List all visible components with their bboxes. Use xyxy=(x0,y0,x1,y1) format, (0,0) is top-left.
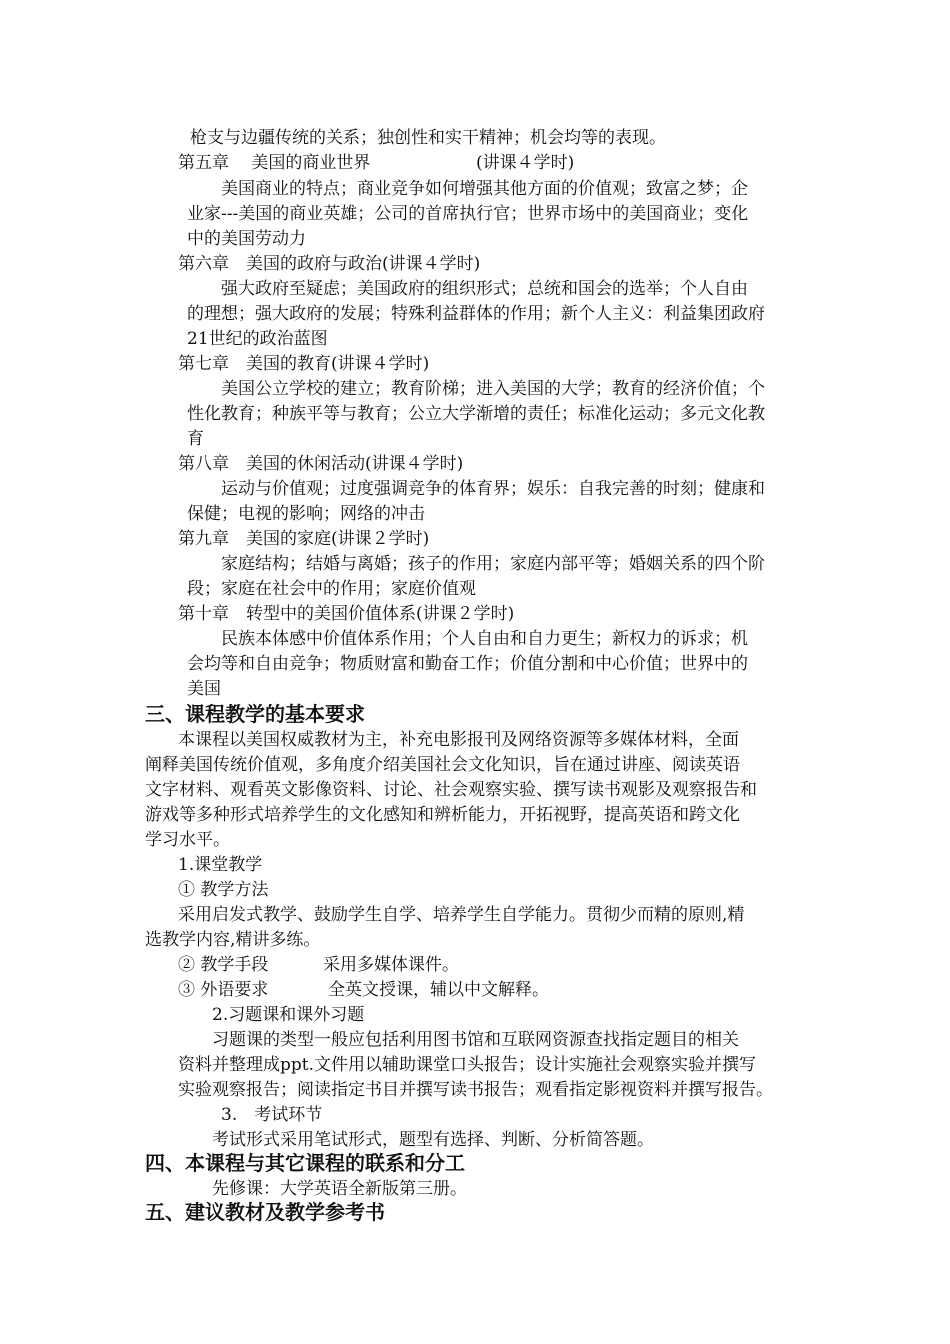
chapter7-body-line: 美国公立学校的建立；教育阶梯；进入美国的大学；教育的经济价值；个 xyxy=(221,379,765,399)
chapter10-title: 第十章 转型中的美国价值体系(讲课２学时) xyxy=(178,604,515,624)
chapter5-title: 第五章 美国的商业世界 xyxy=(178,153,371,173)
section3-intro-line: 阐释美国传统价值观，多角度介绍美国社会文化知识，旨在通过讲座、阅读英语 xyxy=(145,755,740,775)
item2-body-line: 习题课的类型一般应包括利用图书馆和互联网资源查找指定题目的相关 xyxy=(212,1030,739,1050)
section3-intro-line: 学习水平。 xyxy=(145,830,230,850)
chapter10-body-line: 民族本体感中价值体系作用；个人自由和自力更生；新权力的诉求；机 xyxy=(221,629,748,649)
chapter5-hours: (讲课４学时) xyxy=(476,153,575,173)
section3-heading: 三、课程教学的基本要求 xyxy=(145,702,365,726)
chapter6-title: 第六章 美国的政府与政治(讲课４学时) xyxy=(178,254,481,274)
item2-exercises: 2.习题课和课外习题 xyxy=(212,1005,365,1025)
chapter7-title: 第七章 美国的教育(讲课４学时) xyxy=(178,354,430,374)
chapter9-body-line: 家庭结构；结婚与离婚；孩子的作用；家庭内部平等；婚姻关系的四个阶 xyxy=(221,554,765,574)
chapter9-body-line: 段；家庭在社会中的作用；家庭价值观 xyxy=(187,579,476,599)
section3-intro-line: 游戏等多种形式培养学生的文化感知和辨析能力，开拓视野，提高英语和跨文化 xyxy=(145,805,740,825)
chapter4-tail: 枪支与边疆传统的关系；独创性和实干精神；机会均等的表现。 xyxy=(190,128,666,148)
chapter6-body-line: 的理想；强大政府的发展；特殊利益群体的作用；新个人主义：利益集团政府 xyxy=(187,304,765,324)
chapter10-body-line: 会均等和自由竞争；物质财富和勤奋工作；价值分割和中心价值；世界中的 xyxy=(187,654,748,674)
chapter5-body-line: 中的美国劳动力 xyxy=(187,229,306,249)
section5-heading: 五、建议教材及教学参考书 xyxy=(145,1200,385,1224)
method-body-line: 选教学内容,精讲多练。 xyxy=(145,930,321,950)
chapter9-title: 第九章 美国的家庭(讲课２学时) xyxy=(178,529,430,549)
section3-intro-line: 本课程以美国权威教材为主，补充电影报刊及网络资源等多媒体材料，全面 xyxy=(178,730,739,750)
language-value: 全英文授课，辅以中文解释。 xyxy=(328,980,549,1000)
item1-classroom: 1.课堂教学 xyxy=(178,855,263,875)
item2-body-line: 资料并整理成ppt.文件用以辅助课堂口头报告；设计实施社会观察实验并撰写 xyxy=(178,1055,756,1075)
method-body-line: 采用启发式教学、鼓励学生自学、培养学生自学能力。贯彻少而精的原则,精 xyxy=(178,905,745,925)
chapter7-body-line: 性化教育；种族平等与教育；公立大学渐增的责任；标准化运动；多元文化教 xyxy=(187,404,765,424)
chapter6-body-line: 21世纪的政治蓝图 xyxy=(187,329,328,349)
chapter5-body-line: 美国商业的特点；商业竞争如何增强其他方面的价值观；致富之梦；企 xyxy=(221,179,748,199)
means-value: 采用多媒体课件。 xyxy=(323,955,459,975)
chapter8-body-line: 保健；电视的影响；网络的冲击 xyxy=(187,504,425,524)
section4-heading: 四、本课程与其它课程的联系和分工 xyxy=(145,1151,465,1175)
means-label: ② 教学手段 xyxy=(178,955,269,975)
item3-exam: 3. 考试环节 xyxy=(221,1105,323,1125)
method-label: ① 教学方法 xyxy=(178,880,269,900)
section3-intro-line: 文字材料、观看英文影像资料、讨论、社会观察实验、撰写读书观影及观察报告和 xyxy=(145,780,757,800)
chapter6-body-line: 强大政府至疑虑；美国政府的组织形式；总统和国会的选举；个人自由 xyxy=(221,279,748,299)
chapter8-body-line: 运动与价值观；过度强调竞争的体育界；娱乐：自我完善的时刻；健康和 xyxy=(221,479,765,499)
item2-body-line: 实验观察报告；阅读指定书目并撰写读书报告；观看指定影视资料并撰写报告。 xyxy=(178,1080,773,1100)
language-label: ③ 外语要求 xyxy=(178,980,269,1000)
item3-body: 考试形式采用笔试形式，题型有选择、判断、分析简答题。 xyxy=(212,1130,654,1150)
chapter8-title: 第八章 美国的休闲活动(讲课４学时) xyxy=(178,454,464,474)
chapter5-body-line: 业家---美国的商业英雄；公司的首席执行官；世界市场中的美国商业；变化 xyxy=(187,204,749,224)
section4-body: 先修课：大学英语全新版第三册。 xyxy=(212,1179,467,1199)
chapter10-body-line: 美国 xyxy=(187,679,221,699)
chapter7-body-line: 育 xyxy=(187,429,204,449)
